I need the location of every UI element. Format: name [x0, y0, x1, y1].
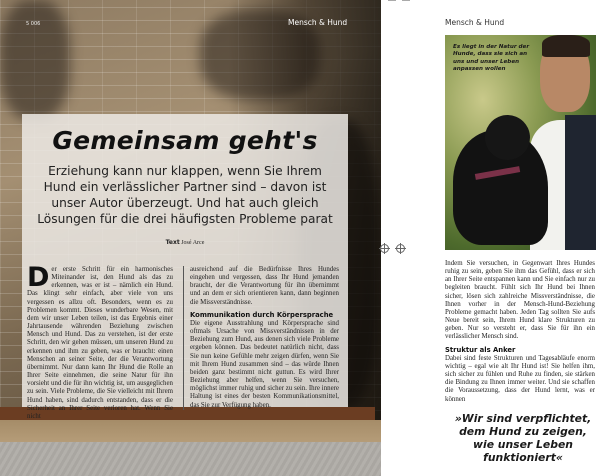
man-with-dog-photo — [445, 35, 596, 250]
subheading: Struktur als Anker — [445, 345, 516, 354]
body-text: Die eigene Ausstrahlung und Körpersprache sind oftmals Ursache von Missverständnissen in der Beziehung zum Hund, aus denen sich viele Probleme ergeben können. Das bedeutet natürlich nicht, dass Sie nun keine Gefühle mehr zeigen dürfen, wenn Sie mit Ihrem Hund zusammen sind – das würde Ihnen beiden ganz bestimmt nicht guttun. Es wird Ihrer Beziehung aber helfen, wenn Sie versuchen, möglichst immer ruhig und sicher zu sein. Ihre innere Haltung ist eines der besten Kommunikationsmittel, das Sie zur Verfügung haben. — [190, 319, 339, 409]
registration-mark-icon — [380, 244, 389, 253]
section-header: Mensch & Hund — [288, 18, 348, 27]
dog-head — [485, 115, 530, 160]
body-column-3 — [445, 260, 595, 404]
palm-shadow — [0, 0, 70, 120]
ground — [0, 420, 381, 442]
subheading: Kommunikation durch Körpersprache — [190, 310, 334, 319]
article-subtitle: Erziehung kann nur klappen, wenn Sie Ihrem Hund ein verlässlicher Partner sind – davon ist unser Autor überzeugt. Und hat auch gleich Lösungen für die drei häufigsten Probleme parat — [37, 164, 333, 226]
body-text: er erste Schritt für ein harmonisches Miteinander ist, den Hund als das zu erkennen, was er ist – nämlich ein Hund. Das klingt sehr einfach, aber viele von uns vergessen es allzu oft. Besonders, wenn es zu Problemen kommt. Dieses wunderbare Wesen, mit dem wir unser Leben teilen, ist das Ergebnis einer Jahrtausende währenden Beziehung zwischen Mensch und Hund. Das zu verstehen, ist der erste Schritt, den wir gehen müssen, um unseren Hund zu erkennen und ihm zu geben, was er braucht: einen Menschen an seiner Seite, der die Verantwortung übernimmt. Nur dann kann Ihr Hund die Rolle an Ihrer Seite einnehmen, die seine Natur für ihn vorsieht und die für ihn wichtig ist, um ausgeglichen zu sein. Viele Probleme, die Sie vielleicht mit Ihrem Hund haben, sind dadurch entstanden, dass er die Sicherheit an Ihrer Seite verloren hat. Wenn Sie nicht — [27, 266, 173, 420]
pull-quote: »Wir sind verpflichtet, dem Hund zu zeigen, wie unser Leben funktioniert« — [454, 412, 592, 464]
body-text: Dabei sind feste Strukturen und Tagesabläufe enorm wichtig – egal wie alt Ihr Hund ist! Sie helfen ihm, sich sicher zu fühlen und Ruhe zu finden, sie stärken die Bindung zu Ihnen immer weiter. Und sie schaffen die Voraussetzung, dass der Hund lernt, was er können — [445, 354, 595, 403]
crop-mark — [388, 0, 396, 1]
page-number: 5 006 — [26, 21, 41, 27]
drop-cap: D — [27, 262, 50, 293]
article-title: Gemeinsam geht's — [52, 126, 318, 155]
section-header-right: Mensch & Hund — [445, 18, 505, 27]
pavement — [0, 442, 381, 476]
crop-mark — [402, 0, 410, 1]
byline-author: José Arce — [181, 240, 205, 246]
body-column-1 — [27, 262, 173, 421]
body-column-2 — [183, 266, 339, 410]
man-hair — [542, 35, 590, 57]
man-vest — [565, 115, 596, 250]
body-text: Indem Sie versuchen, in Gegenwart Ihres Hundes ruhig zu sein, geben Sie ihm das Gefühl, dass er sich an Ihrer Seite entspannen kann und Sie einfach nur zu begleiten braucht. Fühlt sich Ihr Hund bei Ihnen sicher, lösen sich zahlreiche Missverständnisse, die Ihnen vorher in der Mensch-Hund-Beziehung Probleme gemacht haben. Jeden Tag sollten Sie aufs Neue bereit sein, Ihrem Hund klare Strukturen zu geben. Nur so versteht er, dass Sie für ihn ein verlässlicher Mensch sind. — [445, 260, 595, 341]
photo-caption: Es liegt in der Natur der Hunde, dass sie sich an uns und unser Leben anpassen wollen — [453, 44, 530, 72]
byline-label: Text — [165, 239, 180, 246]
byline — [22, 239, 348, 246]
body-text: ausreichend auf die Bedürfnisse Ihres Hundes eingehen und vergessen, dass Ihr Hund jemanden braucht, der die Verantwortung für ihn übernimmt und an dem er sich orientieren kann, dann beginnen die Missverständnisse. — [190, 266, 339, 306]
registration-mark-icon — [396, 244, 405, 253]
